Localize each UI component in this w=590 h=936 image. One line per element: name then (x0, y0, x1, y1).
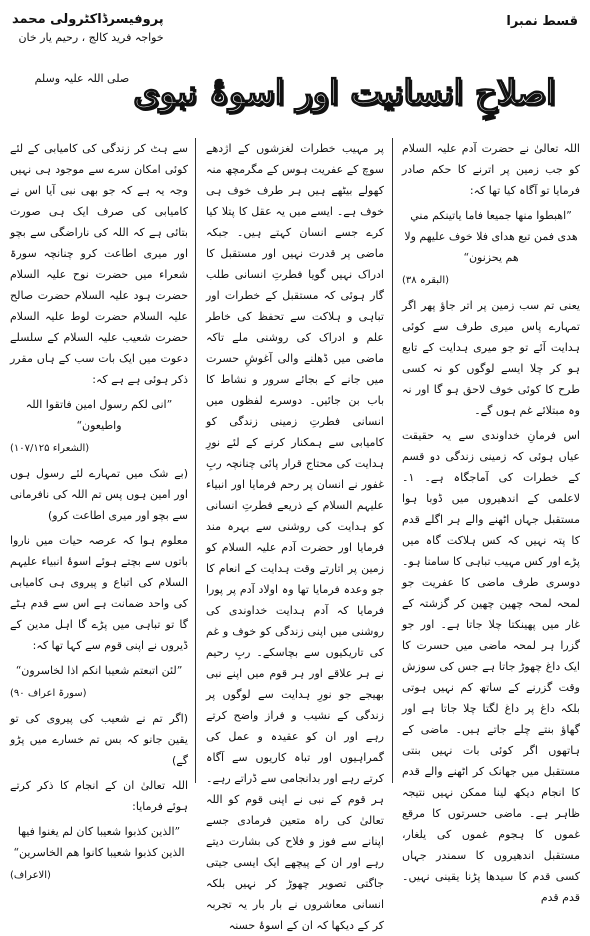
column-right (402, 138, 580, 904)
column-divider (392, 138, 393, 783)
paragraph: پر مہیب خطرات لغزشوں کے اژدھے سوچ کے عفریت ہوس کے مگرمچھ منہ کھولے بیٹھے ہیں ہر طرف خوف ہی خوف ہے۔ ایسے میں یہ عقل کا پتلا کیا کرے جسے انسان کہتے ہیں۔ جبکہ ماضی پر قدرت نہیں اور مستقبل کا ادراک نہیں گویا فطرتِ انسانی طلب گار ہوئی کہ مستقبل کے خطرات اور تباہی و ہلاکت سے تحفظ کی خاطر علم و ادراک کی روشنی ملے تاکہ ماضی میں ڈھلنے والی آغوشِ حسرت میں جانے کے بجائے سرور و نشاط کا باب بن جائیں۔ دوسرے لفظوں میں انسانی فطرتِ زمینی زندگی کو کامیابی سے ہمکنار کرنے کے لئے نورِ ہدایت کی محتاج قرار پائی چنانچہ ربِ غفور نے انسان پر رحم فرمایا اور انبیاء علیہم السلام کے ذریعے فطرتِ انسانی کو ہدایت کی روشنی سے بہرہ مند فرمایا اور حضرت آدم علیہ السلام کو زمین پر اتارتے وقت ہدایت کے انعام کا جو وعدہ فرمایا تھا وہ اولاد آدم پر پورا فرمایا کہ آدم ہدایت خداوندی کی روشنی میں اپنی زندگی کو خوف و غم کی تاریکیوں سے بچاسکے۔ ربِ رحیم نے ہر علاقے اور ہر قوم میں اپنے نبی بھیجے جو نورِ ہدایت سے لوگوں پر زندگی کے نشیب و فراز واضح کرتے رہے اور ان کو عقیدہ و عمل کی گمراہیوں اور تباہ کاریوں سے آگاہ کرتے رہے اور بدانجامی سے ڈراتے رہے۔ ہر قوم کے نبی نے اپنی قوم کو اللہ تعالیٰ کی راہ متعین فرمادی جسے اپنانے سے فوز و فلاح کی بشارت دیتے رہے اور ان کے پیچھے ایک ایسی جیتی جاگتی تصویر چھوڑ کر نہیں بلکہ انسانی معاشروں نے بار بار یہ تجربہ کر کے دیکھا کہ ان کے اسوۂ حسنہ (206, 142, 384, 932)
column-divider (195, 138, 196, 783)
paragraph: (بے شک میں تمہارے لئے رسول ہوں اور امین ہوں پس تم اللہ کی نافرمانی سے بچو اور میری اطاعت کرو) (10, 467, 188, 522)
paragraph: اس فرمانِ خداوندی سے یہ حقیقت عیاں ہوئی کہ زمینی زندگی دو قسم کے خطرات کی آماجگاہ ہے۔ ۱۔ لاعلمی کے اندھیروں میں ڈوبا ہوا مستقبل جہاں اٹھنے والے ہر اگلے قدم کا پتہ نہیں کہ کس ہلاکت گاہ میں پڑے اور کس مہیب تباہی کا سامنا ہو۔ دوسری طرف ماضی کا عفریت جو لمحہ لمحہ چھین چھین کر گزشتہ کے غار میں پھینکتا چلا جاتا ہے۔ اور جو گزرا ہر لمحہ ماضی میں حسرت کا ایک داغ چھوڑ جاتا ہے جس کی سوزش وقت گزرنے کے ساتھ کم نہیں ہوتی بلکہ داغ پر داغ لگتا چلا جاتا ہے اور گھاؤ بنتے چلے جاتے ہیں۔ ماضی کے ہاتھوں اگر کوئی بات نہیں بنتی مستقبل میں جھانک کر اٹھنے والے قدم کا انجام دیکھ لینا ممکن نہیں نتیجہ ظاہر ہے۔ ماضی حسرتوں کا مرقع غموں کا ہجوم غموں کی یلغار، مستقبل اندھیروں کا سمندر جہاں کسی قدم کا سیدھا پڑنا یقینی نہیں۔ قدم قدم (402, 429, 580, 904)
title-salawat: صلی اللہ علیہ وسلم (34, 72, 130, 85)
verse-reference: (الشعراء ۱۰۷/۱۲۵) (10, 443, 90, 454)
author-name: پروفیسرڈاکٹرولی محمد (12, 12, 164, 27)
arabic-quote: ”اهبطوا منها جميعا فاما ياتينكم مني هدى فمن تبع هداى فلا خوف عليهم ولا هم يحزنون“ (404, 209, 578, 264)
article-body (10, 138, 580, 932)
paragraph: اللہ تعالیٰ ان کے انجام کا ذکر کرتے ہوئے فرمایا: (10, 779, 188, 813)
author-affiliation: خواجہ فرید کالج ، رحیم یار خان (18, 31, 164, 44)
verse-reference: (الاعراف) (10, 870, 51, 881)
paragraph: یعنی تم سب زمین پر اتر جاؤ پھر اگر تمہارے پاس میری طرف سے کوئی ہدایت آئے تو جو میری ہدایت کے تابع ہو کر چلا ایسے لوگوں کو نہ کسی طرح کا کوئی خوف لاحق ہو گا اور نہ وہ مبتلائے غم ہوں گے۔ (402, 299, 580, 417)
paragraph: سے ہٹ کر زندگی کی کامیابی کے لئے کوئی امکان سرے سے موجود ہی نہیں وجہ یہ ہے کہ جو بھی نبی آیا اس نے کامیابی کی صرف ایک ہی صورت بتائی ہے کہ اللہ کی ناراضگی سے بچو اور میری اطاعت کرو چنانچہ سورۃ شعراء میں حضرت نوح علیہ السلام حضرت ہود علیہ السلام حضرت صالح علیہ السلام حضرت لوط علیہ السلام حضرت شعیب علیہ السلام کے سلسلے دعوت میں ایک بات سب کے ہاں مقرر ذکر ہوئی ہے ہے کہ: (10, 142, 188, 386)
issue-label: قسط نمبرا (506, 14, 578, 29)
author-block (12, 12, 164, 44)
verse-reference: (سورۃ اعراف ۹۰) (10, 688, 87, 699)
article-title: اصلاحِ انسانیت اور اسوۂ نبوی (133, 73, 556, 113)
column-left (10, 138, 188, 881)
verse-reference: (البقرہ ۳۸) (402, 275, 450, 286)
arabic-quote: ”انی لکم رسول امین فاتقوا اللہ واطیعون“ (25, 398, 173, 432)
arabic-quote: ”الذین کذبوا شعیبا کان لم یغنوا فیھا الذین کذبوا شعیبا کانوا ھم الخاسرین“ (13, 825, 185, 859)
arabic-quote: ”لئن اتبعتم شعیبا انکم اذا لخاسرون“ (15, 664, 183, 677)
paragraph: (اگر تم نے شعیب کی پیروی کی تو یقین جانو کہ بس تم خسارے میں پڑو گے) (10, 712, 188, 767)
page-header (12, 10, 578, 54)
column-middle (206, 138, 384, 932)
paragraph: اللہ تعالیٰ نے حضرت آدم علیہ السلام کو جب زمین پر اترنے کا حکم صادر فرمایا تو آگاہ کیا تھا کہ: (402, 142, 580, 197)
article-title-block (0, 72, 590, 113)
paragraph: معلوم ہوا کہ عرصہ حیات میں ناروا باتوں سے بچتے ہوئے اسوۂ انبیاء علیہم السلام کی اتباع و پیروی ہی کامیابی کی واحد ضمانت ہے اس سے قدم ہٹے گا تو تباہی میں پڑے گا اہل مدین کے ڈیروں نے اپنی قوم سے کہا تھا کہ: (10, 534, 188, 652)
